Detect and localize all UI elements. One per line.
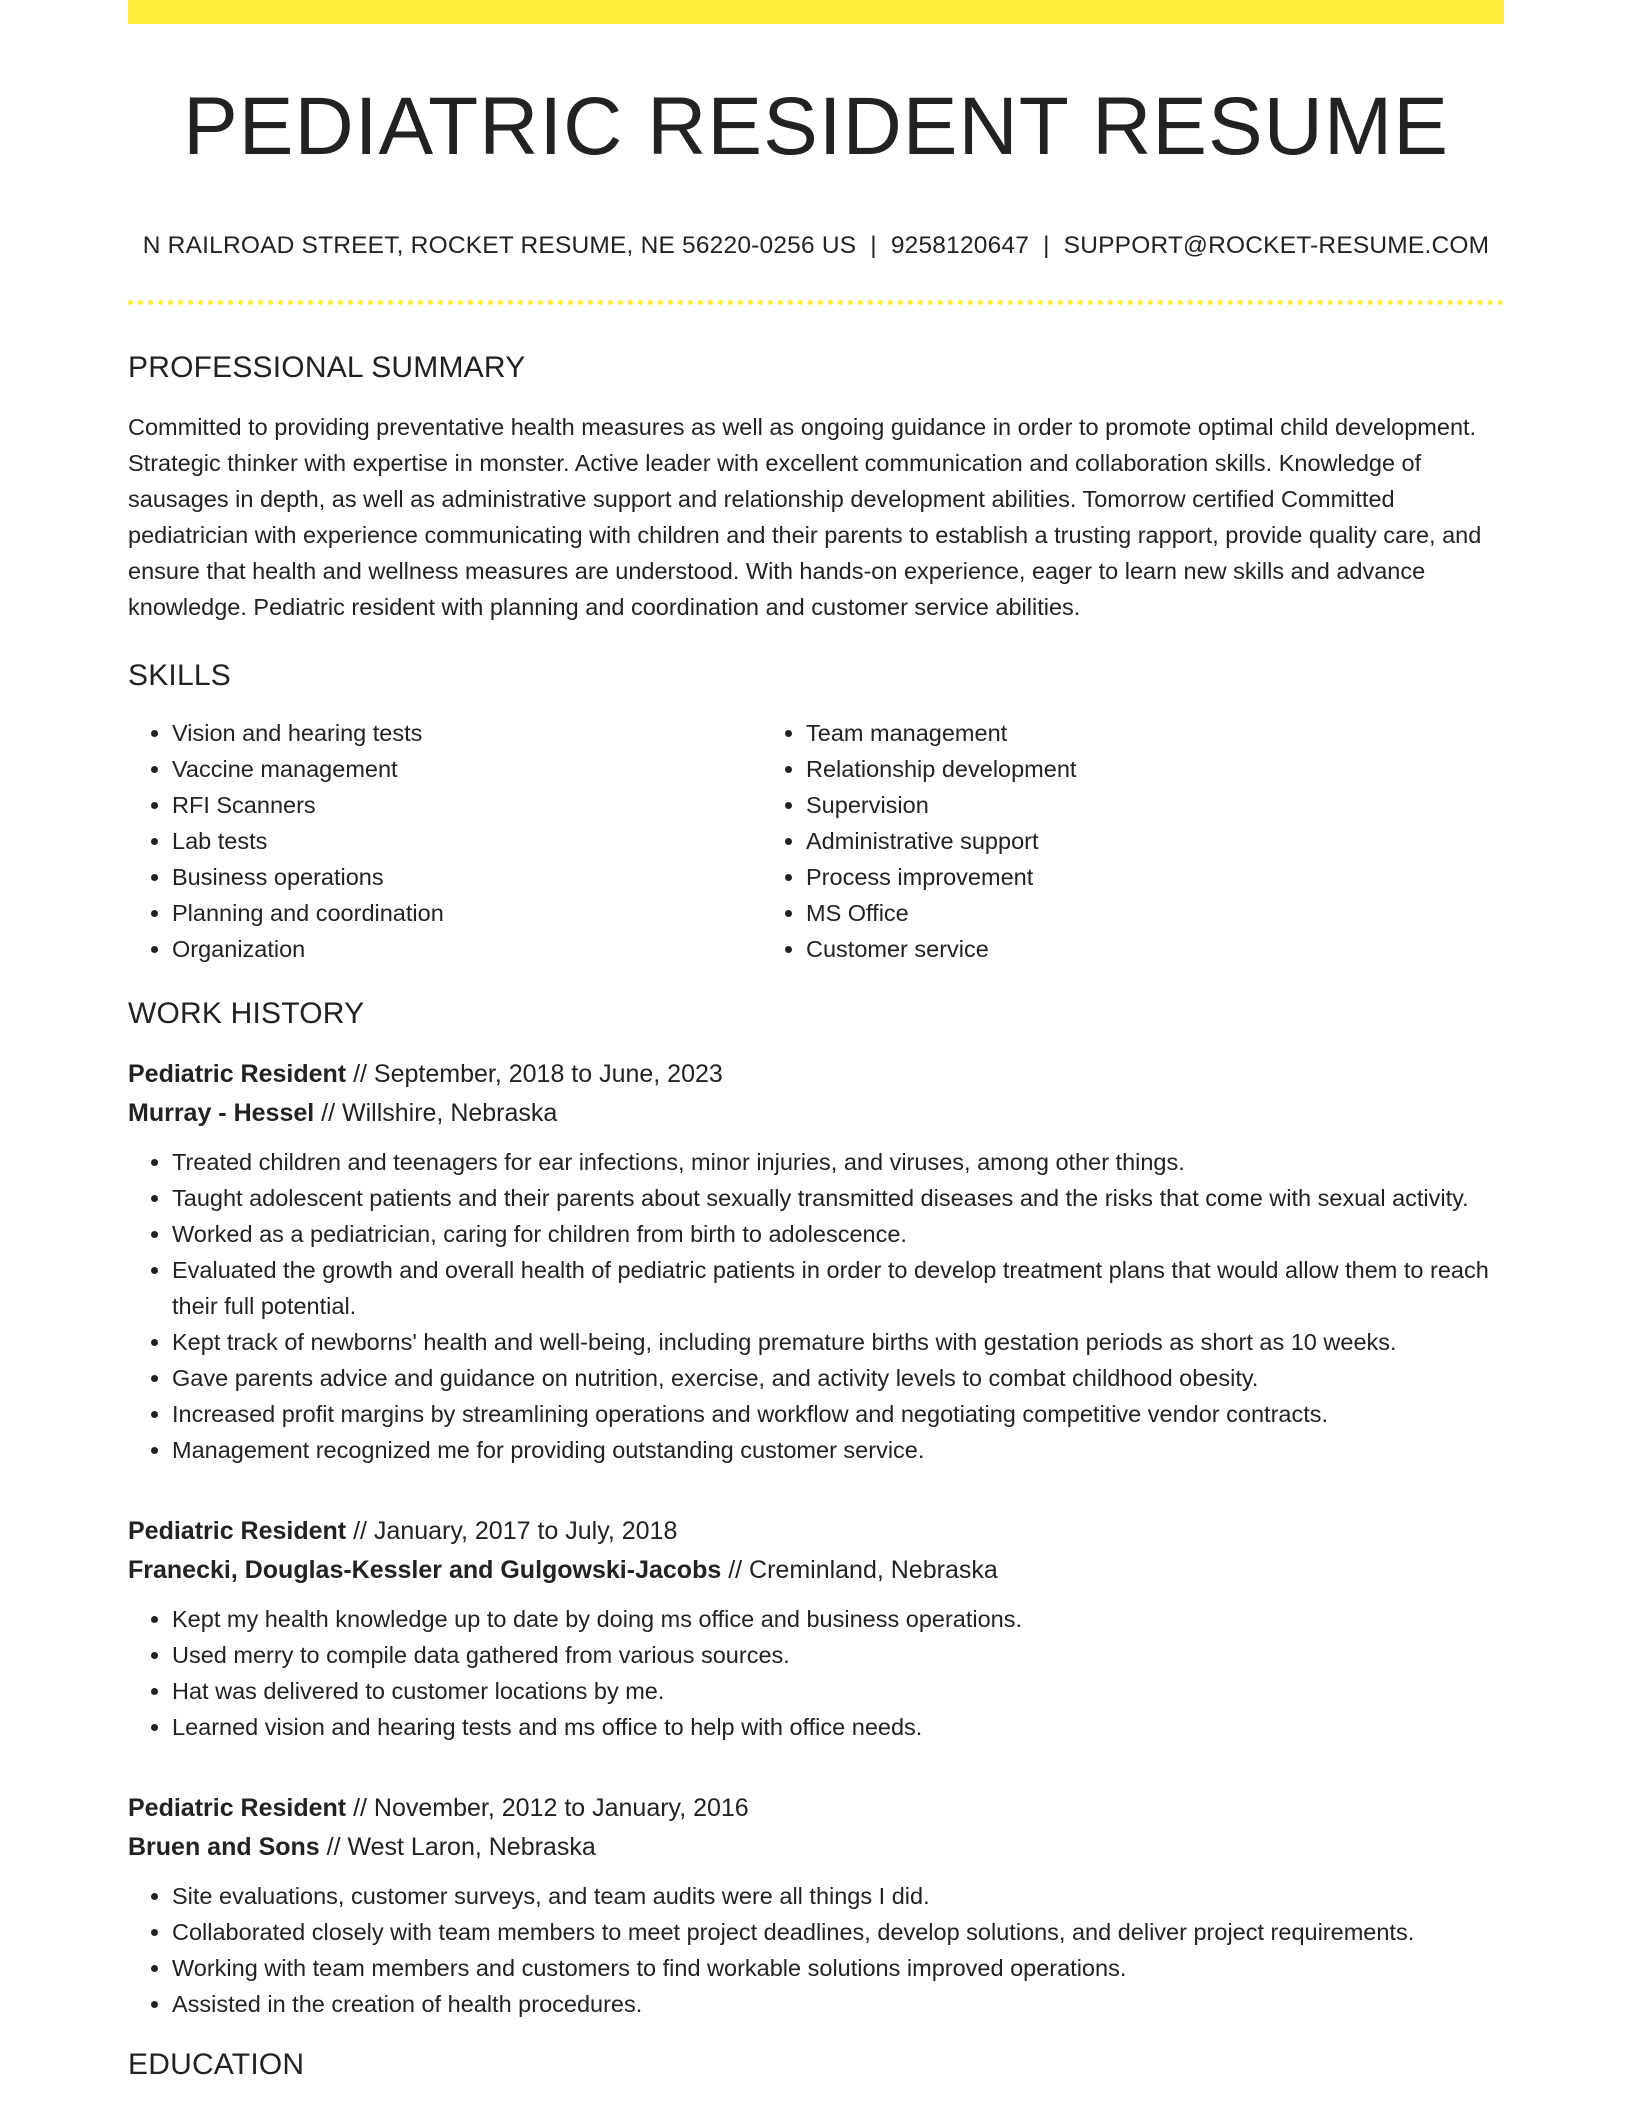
job-bullet: • Kept track of newborns' health and well-being, including premature births with gestation periods as short as 10 weeks. xyxy=(172,1324,1504,1360)
resume-page xyxy=(128,0,1504,2082)
education-heading: EDUCATION xyxy=(128,2048,305,2082)
job-bullet: • Taught adolescent patients and their parents about sexually transmitted diseases and the risks that come with sexual activity. xyxy=(172,1180,1504,1216)
skill-item: • MS Office xyxy=(806,895,1396,931)
job-bullet: • Treated children and teenagers for ear infections, minor injuries, and viruses, among other things. xyxy=(172,1144,1504,1180)
dotted-divider xyxy=(128,300,1504,305)
resume-title: PEDIATRIC RESIDENT RESUME xyxy=(183,81,1449,172)
job-entry xyxy=(128,1789,1504,2022)
job-dates: // November, 2012 to January, 2016 xyxy=(346,1794,749,1823)
skills-list-right xyxy=(762,715,1396,967)
job-title-line xyxy=(128,1055,1504,1094)
job-location: // Willshire, Nebraska xyxy=(314,1099,558,1128)
job-company: Bruen and Sons xyxy=(128,1833,320,1862)
contact-separator: | xyxy=(870,232,877,260)
job-bullet: • Management recognized me for providing outstanding customer service. xyxy=(172,1432,1504,1468)
contact-phone: 9258120647 xyxy=(890,232,1030,260)
skill-item: • Administrative support xyxy=(806,823,1396,859)
job-company-line xyxy=(128,1094,1504,1133)
skill-item: • Vision and hearing tests xyxy=(172,715,762,751)
skill-item: • Business operations xyxy=(172,859,762,895)
skill-item: • Vaccine management xyxy=(172,751,762,787)
job-company: Franecki, Douglas-Kessler and Gulgowski-Jacobs xyxy=(128,1556,722,1585)
job-entry xyxy=(128,1512,1504,1745)
skill-item: • Lab tests xyxy=(172,823,762,859)
job-location: // West Laron, Nebraska xyxy=(319,1833,596,1862)
job-title-line xyxy=(128,1512,1504,1551)
skill-item: • Planning and coordination xyxy=(172,895,762,931)
skill-item: • RFI Scanners xyxy=(172,787,762,823)
skill-item: • Supervision xyxy=(806,787,1396,823)
job-bullets xyxy=(128,1878,1504,2022)
job-bullets xyxy=(128,1144,1504,1468)
skill-item: • Organization xyxy=(172,931,762,967)
work-history-heading: WORK HISTORY xyxy=(128,997,365,1031)
job-bullet: • Worked as a pediatrician, caring for children from birth to adolescence. xyxy=(172,1216,1504,1252)
work-history-list xyxy=(128,1055,1504,2022)
job-bullet: • Hat was delivered to customer locations by me. xyxy=(172,1673,1504,1709)
job-dates: // January, 2017 to July, 2018 xyxy=(346,1517,678,1546)
job-company: Murray - Hessel xyxy=(128,1099,315,1128)
job-bullet: • Collaborated closely with team members to meet project deadlines, develop solutions, and deliver project requirements. xyxy=(172,1914,1504,1950)
job-entry xyxy=(128,1055,1504,1468)
skills-heading: SKILLS xyxy=(128,659,231,693)
skill-item: • Relationship development xyxy=(806,751,1396,787)
job-company-line xyxy=(128,1828,1504,1867)
contact-email: SUPPORT@ROCKET-RESUME.COM xyxy=(1063,232,1490,260)
skill-item: • Customer service xyxy=(806,931,1396,967)
job-role: Pediatric Resident xyxy=(128,1060,347,1089)
skills-list-left xyxy=(128,715,762,967)
skills-columns xyxy=(128,715,1504,967)
job-company-line xyxy=(128,1551,1504,1590)
job-bullet: • Site evaluations, customer surveys, and team audits were all things I did. xyxy=(172,1878,1504,1914)
job-bullet: • Increased profit margins by streamlining operations and workflow and negotiating competitive vendor contracts. xyxy=(172,1396,1504,1432)
summary-text: Committed to providing preventative health measures as well as ongoing guidance in order to promote optimal child development. Strategic thinker with expertise in monster. Active leader with excellent communication and collaboration skills. Knowledge of sausages in depth, as well as administrative support and relationship development abilities. Tomorrow certified Committed pediatrician with experience communicating with children and their parents to establish a trusting rapport, provide quality care, and ensure that health and wellness measures are understood. With hands-on experience, eager to learn new skills and advance knowledge. Pediatric resident with planning and coordination and customer service abilities. xyxy=(128,414,1482,621)
contact-line xyxy=(128,232,1504,260)
job-role: Pediatric Resident xyxy=(128,1517,347,1546)
job-location: // Creminland, Nebraska xyxy=(721,1556,998,1585)
job-bullets xyxy=(128,1601,1504,1745)
job-bullet: • Kept my health knowledge up to date by doing ms office and business operations. xyxy=(172,1601,1504,1637)
contact-separator: | xyxy=(1043,232,1050,260)
job-dates: // September, 2018 to June, 2023 xyxy=(346,1060,723,1089)
job-bullet: • Assisted in the creation of health procedures. xyxy=(172,1986,1504,2022)
job-bullet: • Working with team members and customers to find workable solutions improved operations. xyxy=(172,1950,1504,1986)
summary-heading: PROFESSIONAL SUMMARY xyxy=(128,351,526,385)
top-accent-bar xyxy=(128,0,1504,24)
job-role: Pediatric Resident xyxy=(128,1794,347,1823)
contact-address: N RAILROAD STREET, ROCKET RESUME, NE 56220-0256 US xyxy=(142,232,857,260)
job-bullet: • Used merry to compile data gathered from various sources. xyxy=(172,1637,1504,1673)
job-bullet: • Learned vision and hearing tests and ms office to help with office needs. xyxy=(172,1709,1504,1745)
job-bullet: • Gave parents advice and guidance on nutrition, exercise, and activity levels to combat childhood obesity. xyxy=(172,1360,1504,1396)
skill-item: • Process improvement xyxy=(806,859,1396,895)
job-title-line xyxy=(128,1789,1504,1828)
job-bullet: • Evaluated the growth and overall health of pediatric patients in order to develop treatment plans that would allow them to reach their full potential. xyxy=(172,1252,1504,1324)
skill-item: • Team management xyxy=(806,715,1396,751)
